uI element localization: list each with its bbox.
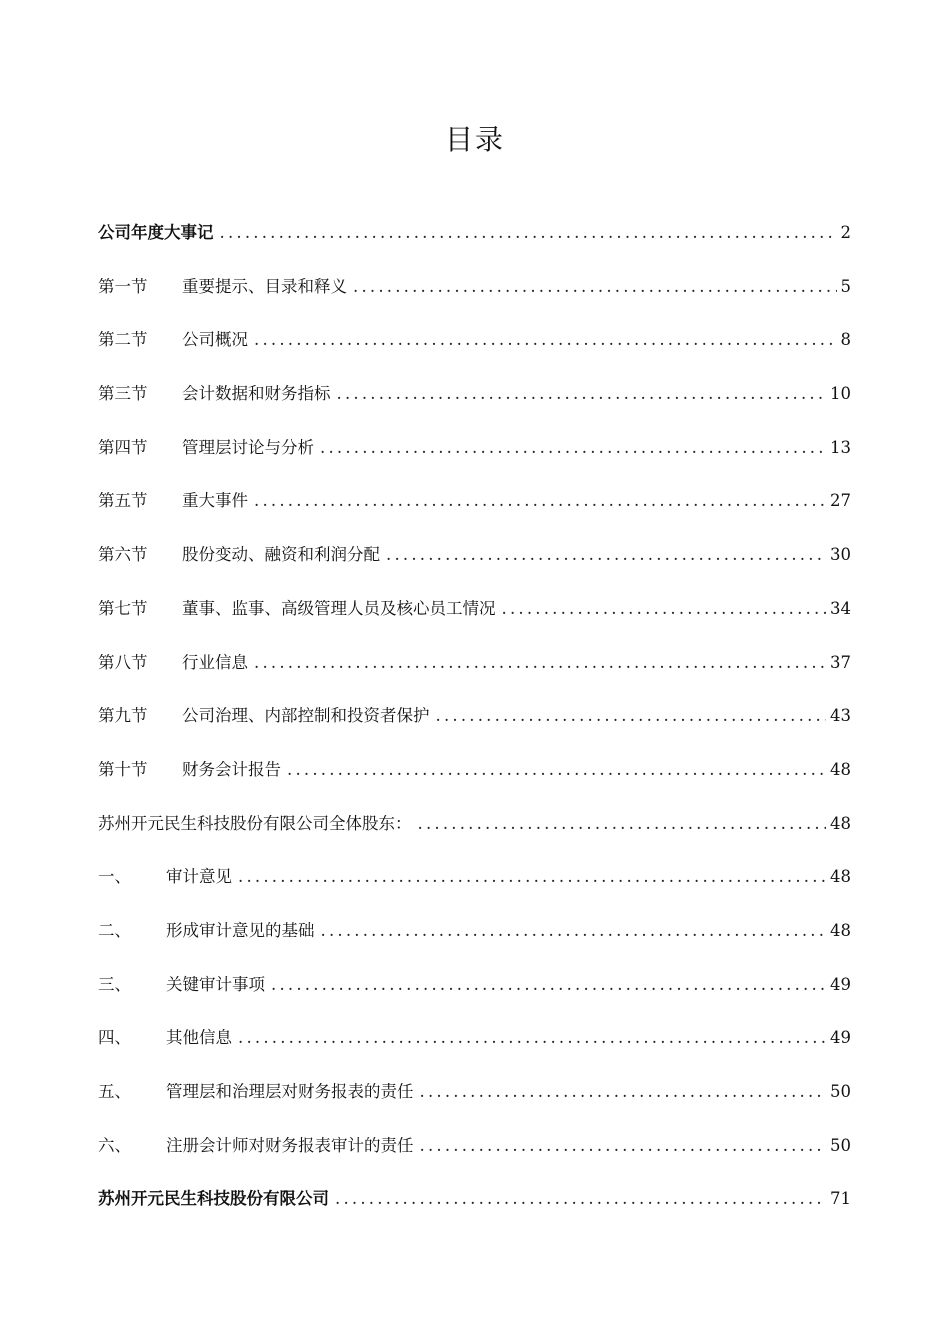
toc-entry-label: 公司概况 — [182, 330, 248, 350]
toc-entry-page: 30 — [830, 545, 851, 565]
toc-entry-page: 13 — [830, 437, 851, 457]
dot-leader — [271, 965, 826, 1005]
toc-entry-prefix: 第九节 — [98, 706, 148, 726]
toc-entry-label: 关键审计事项 — [166, 974, 265, 994]
toc-entry-section-7[interactable] — [98, 589, 851, 643]
toc-entry-prefix: 六、 — [98, 1135, 131, 1155]
dot-leader — [238, 1018, 826, 1058]
dot-leader — [254, 481, 826, 521]
toc-entry-section-3[interactable] — [98, 374, 851, 428]
toc-entry-section-1[interactable] — [98, 267, 851, 321]
toc-entry-section-2[interactable] — [98, 320, 851, 374]
toc-entry-shareholders[interactable] — [98, 804, 851, 858]
toc-entry-label: 管理层和治理层对财务报表的责任 — [166, 1082, 414, 1101]
table-of-contents — [98, 213, 851, 1233]
toc-entry-section-9[interactable] — [98, 696, 851, 750]
dot-leader — [420, 1072, 827, 1112]
toc-entry-label: 审计意见 — [166, 867, 232, 887]
toc-entry-label: 管理层讨论与分析 — [182, 437, 314, 457]
toc-entry-page: 48 — [830, 920, 851, 940]
toc-entry-company[interactable] — [98, 1179, 851, 1233]
toc-entry-page: 48 — [830, 813, 851, 833]
toc-entry-prefix: 四、 — [98, 1028, 131, 1048]
toc-entry-label: 董事、监事、高级管理人员及核心员工情况 — [182, 598, 496, 618]
toc-entry-label: 行业信息 — [182, 652, 248, 672]
toc-entry-label: 其他信息 — [166, 1028, 232, 1048]
toc-entry-sub-6[interactable] — [98, 1126, 851, 1180]
toc-entry-label: 注册会计师对财务报表审计的责任 — [166, 1135, 414, 1155]
toc-entry-section-8[interactable] — [98, 643, 851, 697]
dot-leader — [238, 857, 826, 897]
toc-entry-label: 形成审计意见的基础 — [166, 920, 315, 940]
toc-entry-prefix: 第七节 — [98, 598, 148, 618]
toc-entry-prefix: 第五节 — [98, 491, 148, 511]
toc-entry-prefix: 三、 — [98, 974, 131, 994]
dot-leader — [220, 213, 837, 253]
toc-entry-label: 股份变动、融资和利润分配 — [182, 545, 380, 565]
toc-entry-page: 49 — [830, 1028, 851, 1048]
toc-entry-page: 71 — [830, 1189, 851, 1209]
toc-entry-page: 5 — [840, 276, 851, 296]
toc-entry-prefix: 第十节 — [98, 759, 148, 779]
dot-leader — [353, 267, 837, 307]
toc-entry-page: 8 — [840, 330, 851, 350]
toc-entry-sub-3[interactable] — [98, 965, 851, 1019]
toc-entry-sub-4[interactable] — [98, 1018, 851, 1072]
toc-entry-label: 财务会计报告 — [182, 759, 281, 779]
dot-leader — [436, 696, 827, 736]
dot-leader — [502, 589, 827, 629]
toc-entry-page: 43 — [830, 706, 851, 726]
toc-entry-page: 49 — [830, 974, 851, 994]
toc-entry-page: 50 — [830, 1082, 851, 1101]
toc-entry-label: 公司年度大事记 — [98, 223, 214, 242]
toc-entry-section-10[interactable] — [98, 750, 851, 804]
dot-leader — [254, 643, 826, 683]
toc-entry-label: 重要提示、目录和释义 — [182, 276, 347, 296]
toc-entry-page: 27 — [830, 491, 851, 511]
toc-entry-page: 48 — [830, 867, 851, 887]
dot-leader — [386, 535, 826, 575]
toc-entry-prefix: 第三节 — [98, 384, 148, 404]
toc-entry-page: 34 — [830, 598, 851, 618]
toc-entry-label: 公司治理、内部控制和投资者保护 — [182, 706, 430, 726]
toc-entry-prefix: 五、 — [98, 1082, 131, 1101]
toc-entry-section-4[interactable] — [98, 428, 851, 482]
toc-entry-sub-2[interactable] — [98, 911, 851, 965]
dot-leader — [335, 1179, 826, 1219]
toc-entry-label: 苏州开元民生科技股份有限公司 — [98, 1189, 329, 1209]
dot-leader — [287, 750, 826, 790]
toc-entry-prefix: 第四节 — [98, 437, 148, 457]
toc-entry-sub-1[interactable] — [98, 857, 851, 911]
toc-entry-sub-5[interactable] — [98, 1072, 851, 1126]
dot-leader — [254, 320, 837, 360]
toc-entry-label: 会计数据和财务指标 — [182, 384, 331, 404]
toc-entry-prefix: 第六节 — [98, 545, 148, 565]
toc-entry-prefix: 第八节 — [98, 652, 148, 672]
dot-leader — [420, 1126, 827, 1166]
toc-entry-prefix: 第一节 — [98, 276, 148, 296]
toc-entry-label: 重大事件 — [182, 491, 248, 511]
toc-entry-prefix: 二、 — [98, 920, 131, 940]
toc-entry-prefix: 第二节 — [98, 330, 148, 350]
dot-leader — [337, 374, 827, 414]
toc-entry-page: 2 — [840, 223, 851, 242]
toc-entry-prefix: 一、 — [98, 867, 131, 887]
toc-entry-page: 37 — [830, 652, 851, 672]
toc-entry-section-5[interactable] — [98, 481, 851, 535]
dot-leader — [321, 911, 827, 951]
toc-entry-page: 50 — [830, 1135, 851, 1155]
dot-leader — [320, 428, 826, 468]
page-title: 目录 — [444, 123, 505, 156]
dot-leader — [418, 804, 827, 844]
toc-entry-page: 10 — [830, 384, 851, 404]
toc-entry-annual-events[interactable] — [98, 213, 851, 267]
toc-entry-label: 苏州开元民生科技股份有限公司全体股东： — [98, 813, 412, 833]
toc-entry-section-6[interactable] — [98, 535, 851, 589]
toc-entry-page: 48 — [830, 759, 851, 779]
